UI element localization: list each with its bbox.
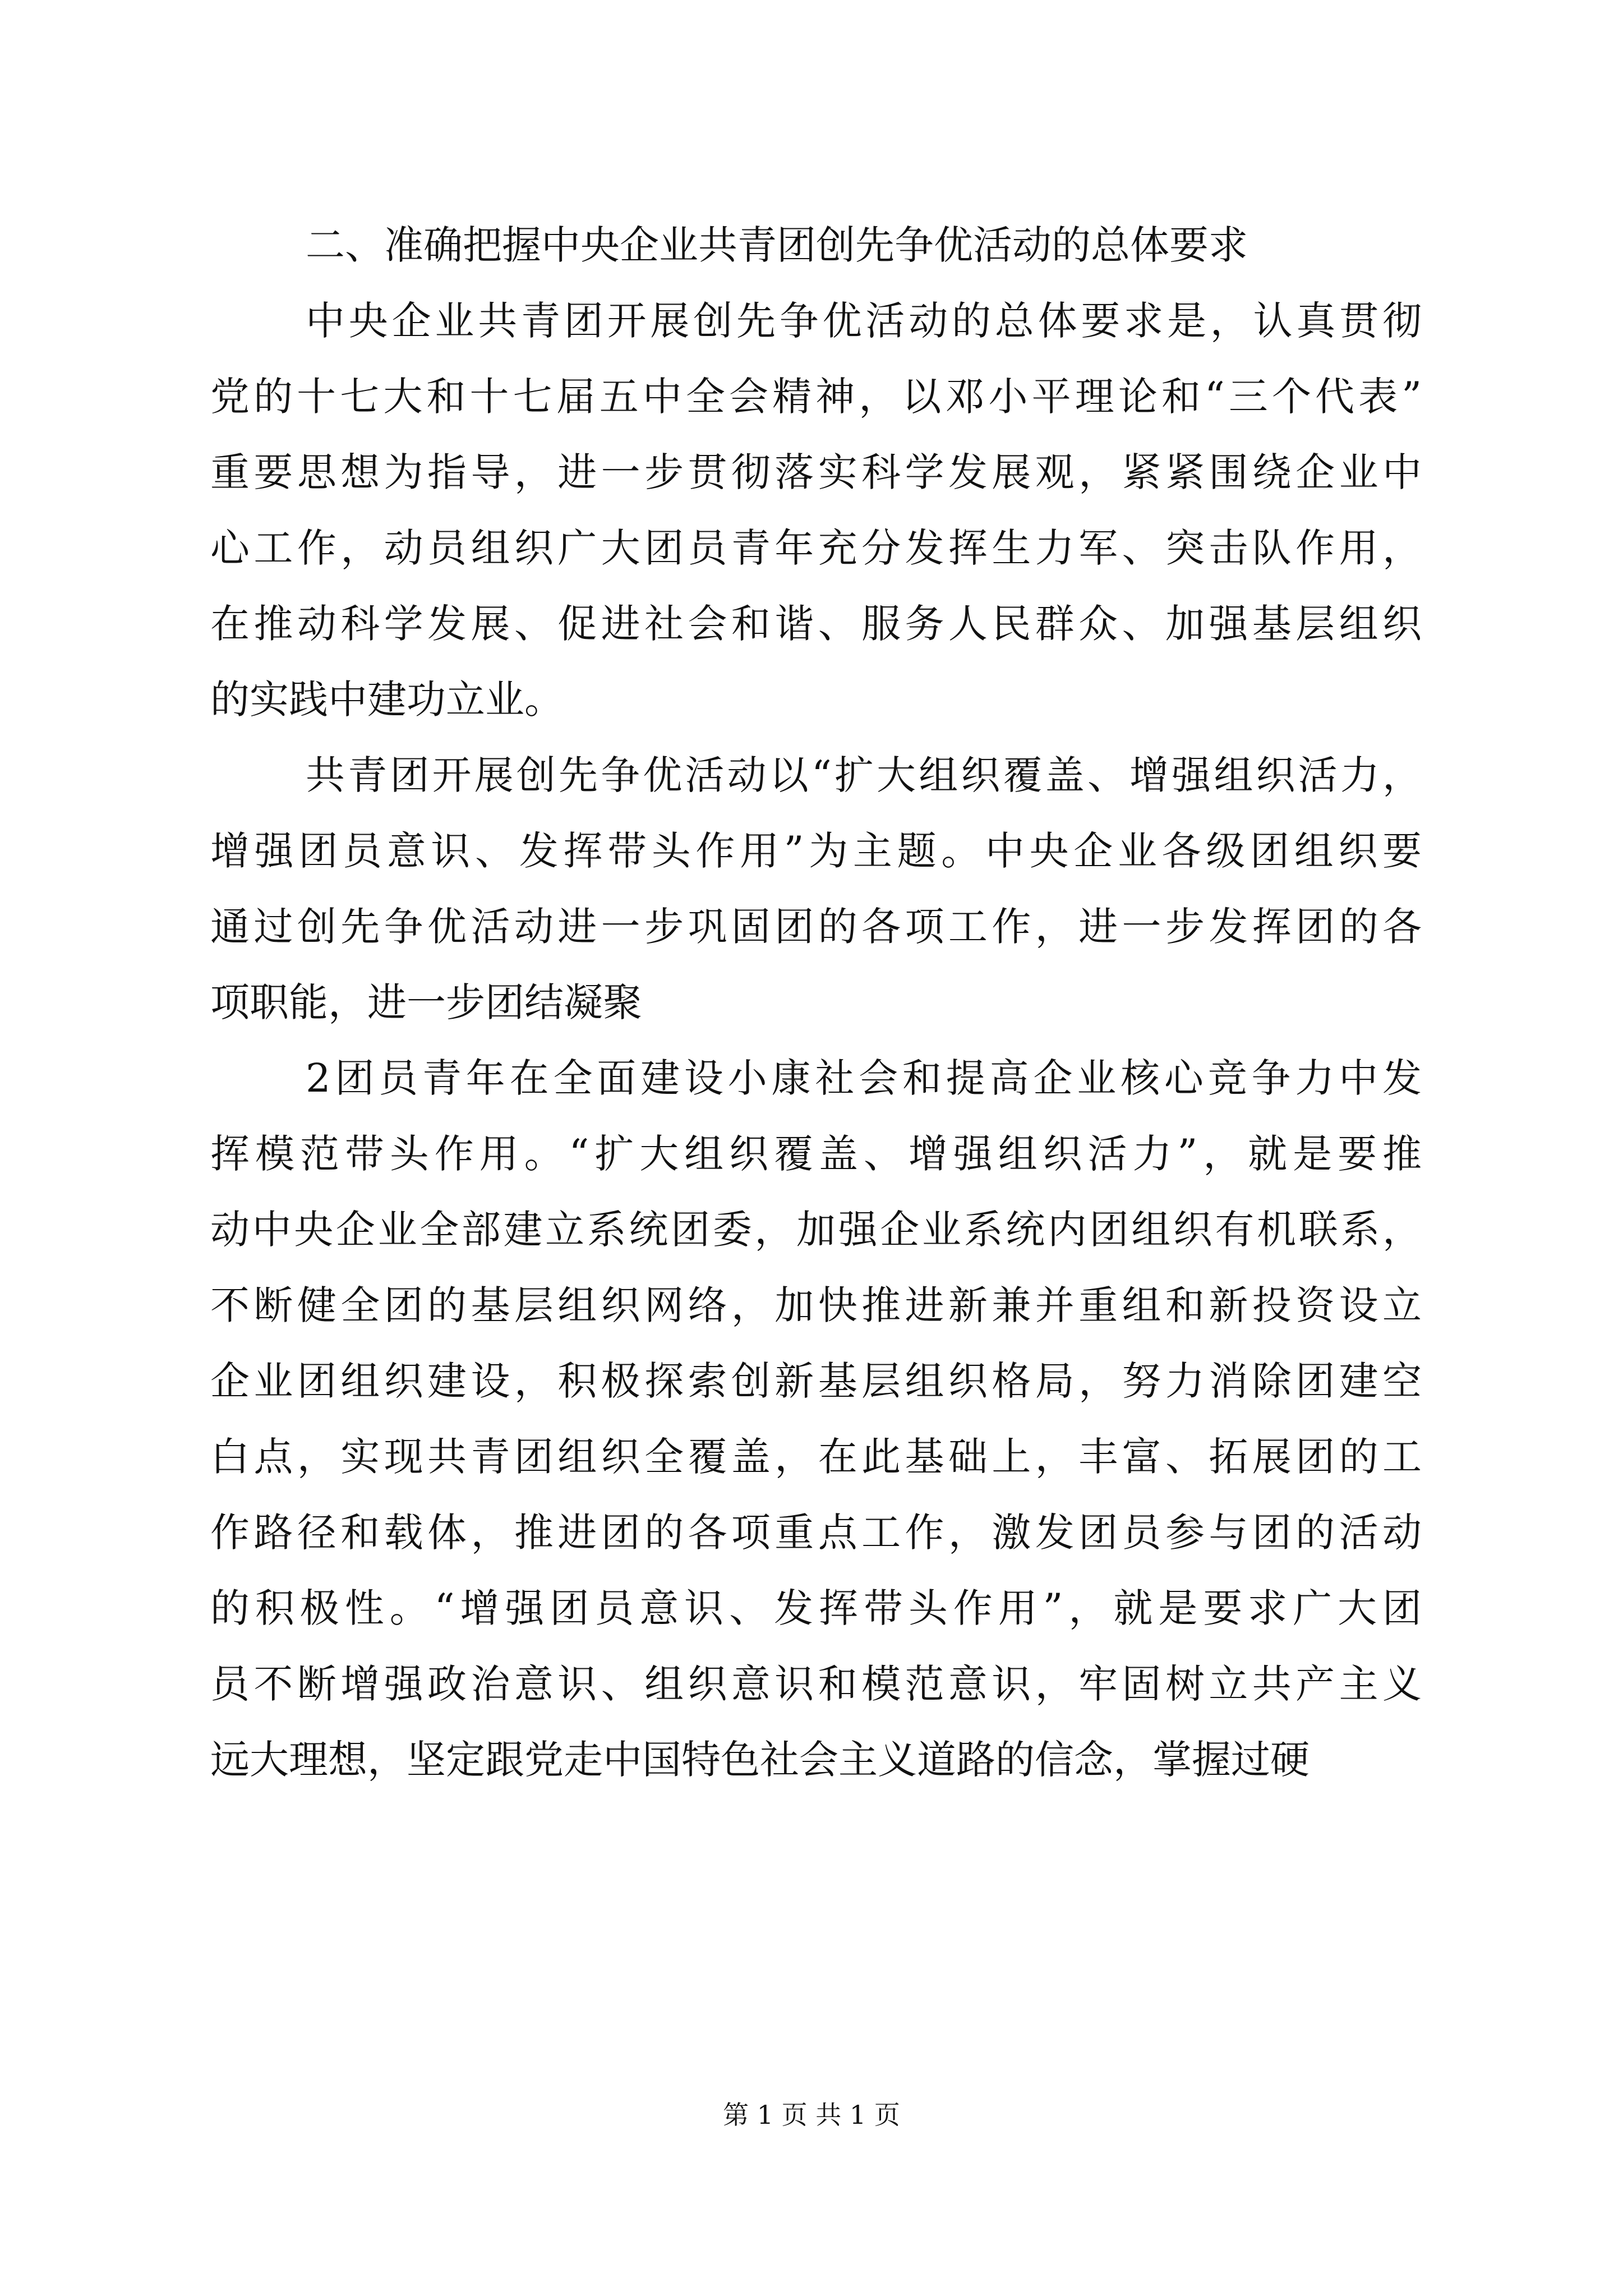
text-line: 作路径和载体，推进团的各项重点工作，激发团员参与团的活动 bbox=[210, 1510, 1422, 1556]
paragraph bbox=[210, 208, 1422, 283]
text-line: 2团员青年在全面建设小康社会和提高企业核心竞争力中发 bbox=[306, 1055, 1422, 1101]
paragraph bbox=[210, 1041, 1422, 1798]
text-line: 不断健全团的基层组织网络，加快推进新兼并重组和新投资设立 bbox=[210, 1282, 1422, 1328]
text-line: 员不断增强政治意识、组织意识和模范意识，牢固树立共产主义 bbox=[210, 1661, 1422, 1707]
text-line: 远大理想，坚定跟党走中国特色社会主义道路的信念，掌握过硬 bbox=[210, 1737, 1310, 1783]
text-line: 共青团开展创先争优活动以“扩大组织覆盖、增强组织活力， bbox=[306, 752, 1422, 798]
paragraph bbox=[210, 738, 1422, 1041]
text-line: 动中央企业全部建立系统团委，加强企业系统内团组织有机联系， bbox=[210, 1207, 1422, 1253]
text-line: 通过创先争优活动进一步巩固团的各项工作，进一步发挥团的各 bbox=[210, 904, 1422, 950]
text-line: 企业团组织建设，积极探索创新基层组织格局，努力消除团建空 bbox=[210, 1358, 1422, 1404]
text-line: 中央企业共青团开展创先争优活动的总体要求是，认真贯彻 bbox=[306, 298, 1422, 344]
text-line: 心工作，动员组织广大团员青年充分发挥生力军、突击队作用， bbox=[210, 525, 1422, 571]
text-line: 白点，实现共青团组织全覆盖，在此基础上，丰富、拓展团的工 bbox=[210, 1434, 1422, 1480]
text-line: 的实践中建功立业。 bbox=[210, 677, 564, 723]
paragraph bbox=[210, 283, 1422, 738]
page-footer: 第 1 页 共 1 页 bbox=[723, 2100, 900, 2130]
text-line: 重要思想为指导，进一步贯彻落实科学发展观，紧紧围绕企业中 bbox=[210, 449, 1422, 495]
text-line: 二、准确把握中央企业共青团创先争优活动的总体要求 bbox=[306, 222, 1248, 268]
text-line: 在推动科学发展、促进社会和谐、服务人民群众、加强基层组织 bbox=[210, 601, 1422, 647]
text-line: 的积极性。“增强团员意识、发挥带头作用”，就是要求广大团 bbox=[210, 1585, 1422, 1631]
text-line: 党的十七大和十七届五中全会精神，以邓小平理论和“三个代表” bbox=[210, 374, 1422, 420]
text-line: 项职能，进一步团结凝聚 bbox=[210, 979, 642, 1025]
text-line: 挥模范带头作用。“扩大组织覆盖、增强组织活力”，就是要推 bbox=[210, 1131, 1422, 1177]
text-line: 增强团员意识、发挥带头作用”为主题。中央企业各级团组织要 bbox=[210, 828, 1422, 874]
body-text bbox=[210, 208, 1422, 1798]
